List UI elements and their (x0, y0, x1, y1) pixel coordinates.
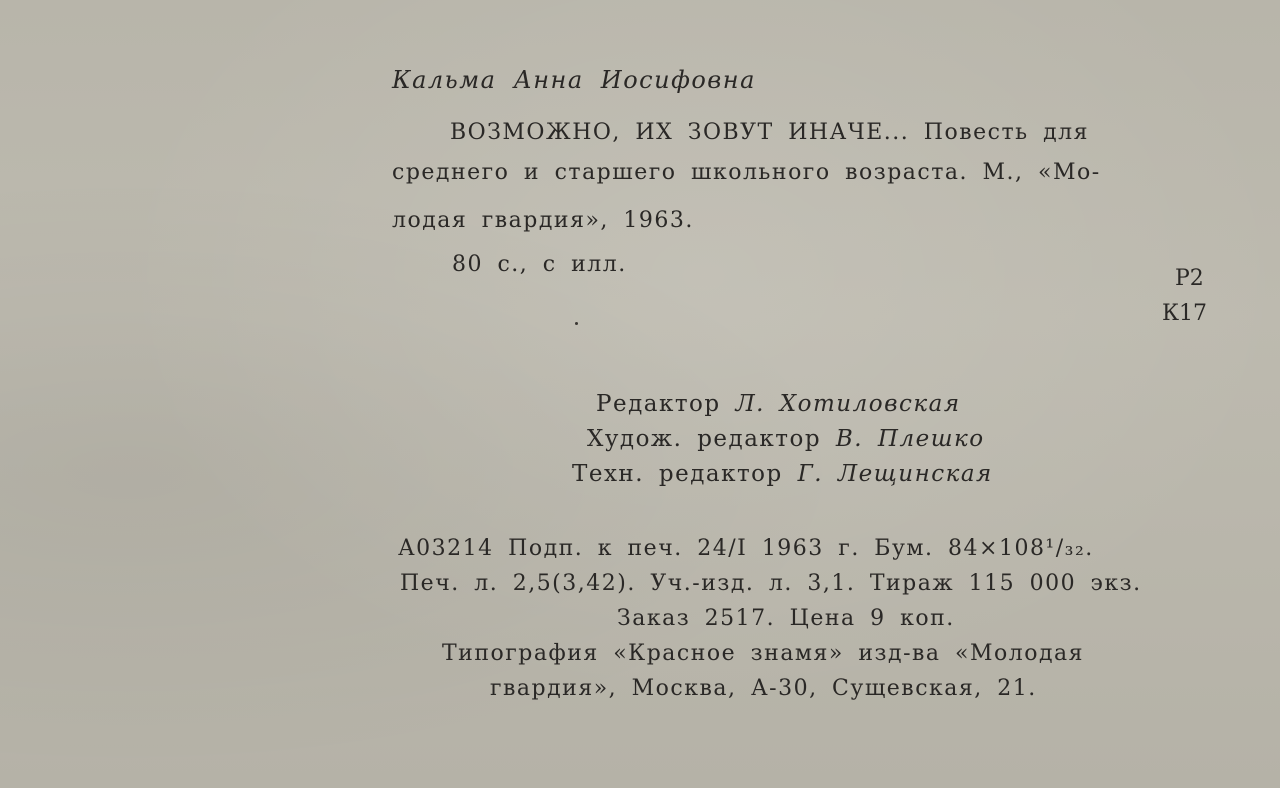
tech-editor-label: Техн. редактор (572, 461, 783, 487)
art-editor-label: Худож. редактор (587, 426, 822, 452)
editor-label: Редактор (596, 391, 721, 417)
art-editor-name: В. Плешко (835, 426, 985, 452)
tech-editor-line (572, 463, 993, 486)
imprint-line-5: гвардия», Москва, А-30, Сущевская, 21. (490, 676, 1037, 701)
imprint-line-2: Печ. л. 2,5(3,42). Уч.-изд. л. 3,1. Тираж 115 000 экз. (400, 571, 1142, 596)
ink-dot (575, 322, 578, 325)
description-line-2: среднего и старшего школьного возраста. М., «Мо- (392, 160, 1101, 185)
description-line-1: ВОЗМОЖНО, ИХ ЗОВУТ ИНАЧЕ... Повесть для (450, 120, 1089, 145)
imprint-line-3: Заказ 2517. Цена 9 коп. (617, 606, 955, 631)
imprint-line-4: Типография «Красное знамя» изд-ва «Молодая (442, 641, 1085, 666)
editor-name: Л. Хотиловская (735, 391, 961, 417)
description-line-3: лодая гвардия», 1963. (392, 208, 694, 233)
imprint-line-1: А03214 Подп. к печ. 24/I 1963 г. Бум. 84×108¹/₃₂. (398, 536, 1094, 561)
classification-code-2: К17 (1162, 301, 1208, 326)
author-name: Кальма Анна Иосифовна (392, 66, 756, 94)
classification-code-1: Р2 (1175, 266, 1204, 291)
tech-editor-name: Г. Лещинская (797, 461, 993, 487)
page-count: 80 с., с илл. (452, 252, 627, 277)
editor-line (596, 393, 961, 416)
art-editor-line (587, 428, 985, 451)
